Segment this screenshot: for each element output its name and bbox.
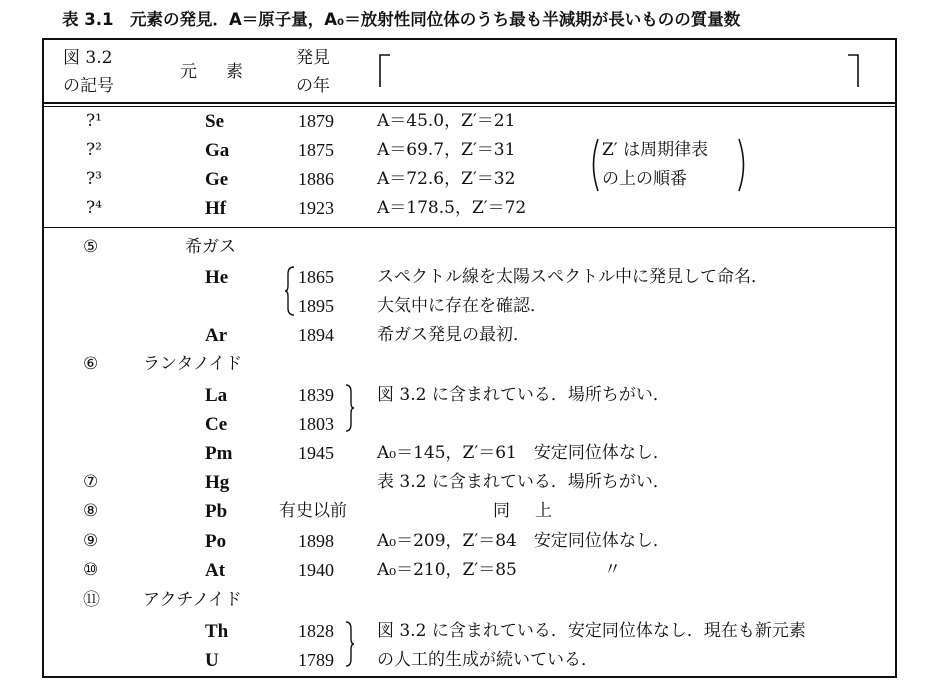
- row-u-year: 1789: [298, 650, 334, 670]
- row-pb-mark: ⑧: [83, 501, 99, 521]
- row-at-element: At: [205, 560, 226, 581]
- row-hf-note: A＝178.5，Z′＝72: [377, 198, 527, 218]
- row-pm-year: 1945: [298, 443, 334, 463]
- row-ga-year: 1875: [298, 140, 334, 160]
- row-he-year2: 1895: [298, 296, 334, 316]
- row-pb-element: Pb: [205, 501, 228, 522]
- row-ge-note: A＝72.6，Z′＝32: [377, 169, 516, 189]
- row-th-year: 1828: [298, 621, 334, 641]
- row-hg-element: Hg: [205, 472, 230, 493]
- table-bottom-border: [42, 676, 897, 678]
- th-u-brace: [344, 621, 356, 667]
- row-ga-mark: ?²: [86, 140, 102, 160]
- row-ga-element: Ga: [205, 140, 230, 161]
- table-right-border: [895, 38, 897, 678]
- header-divider-2: [42, 106, 897, 107]
- row-at-ditto: 〃: [604, 560, 621, 580]
- row-hg-note: 表 3.2 に含まれている．場所ちがい．: [377, 472, 670, 492]
- row-he-note1: スペクトル線を太陽スペクトル中に発見して命名．: [377, 267, 768, 287]
- header-year-line1: 発見: [296, 48, 330, 68]
- side-note-line1: Z′ は周期律表: [602, 140, 709, 160]
- group-lanth-label: ランタノイド: [143, 354, 243, 374]
- row-ge-element: Ge: [205, 169, 229, 190]
- row-th-element: Th: [205, 621, 229, 642]
- side-note-paren-left: [588, 138, 600, 192]
- row-pm-note: A₀＝145，Z′＝61 安定同位体なし．: [377, 443, 670, 463]
- row-se-element: Se: [205, 111, 224, 132]
- row-ar-element: Ar: [205, 325, 228, 346]
- row-ga-note: A＝69.7，Z′＝31: [377, 140, 516, 160]
- row-he-year1: 1865: [298, 267, 334, 287]
- side-note-line2: の上の順番: [602, 169, 687, 189]
- row-at-year: 1940: [298, 560, 334, 580]
- row-la-year: 1839: [298, 385, 334, 405]
- row-hg-mark: ⑦: [83, 472, 99, 492]
- row-se-note: A＝45.0，Z′＝21: [377, 111, 516, 131]
- row-ge-mark: ?³: [86, 169, 102, 189]
- row-ce-year: 1803: [298, 414, 334, 434]
- la-ce-note: 図 3.2 に含まれている．場所ちがい．: [377, 385, 670, 405]
- header-bracket-right: [846, 54, 860, 88]
- row-po-note: A₀＝209，Z′＝84 安定同位体なし．: [377, 531, 670, 551]
- row-po-mark: ⑨: [83, 531, 99, 551]
- row-ar-year: 1894: [298, 325, 334, 345]
- group-noble-mark: ⑤: [83, 237, 99, 257]
- row-ge-year: 1886: [298, 169, 334, 189]
- actin-note-line2: の人工的生成が続いている．: [377, 650, 598, 670]
- header-element: 元 素: [180, 62, 249, 82]
- row-po-year: 1898: [298, 531, 334, 551]
- group-divider: [42, 227, 897, 228]
- row-se-mark: ?¹: [86, 111, 102, 131]
- row-he-note2: 大気中に存在を確認．: [377, 296, 547, 316]
- actin-note-line1: 図 3.2 に含まれている．安定同位体なし．現在も新元素: [377, 621, 806, 641]
- row-he-element: He: [205, 267, 229, 288]
- row-po-element: Po: [205, 531, 227, 552]
- group-lanth-mark: ⑥: [83, 354, 99, 374]
- la-ce-brace: [344, 384, 356, 432]
- table-caption: 表 3.1 元素の発見．A＝原子量，A₀＝放射性同位体のうち最も半減期が長いものの質量数: [62, 10, 741, 29]
- row-at-note: A₀＝210，Z′＝85: [377, 560, 517, 580]
- row-at-mark: ⑩: [83, 560, 99, 580]
- row-hf-element: Hf: [205, 198, 227, 219]
- row-pm-element: Pm: [205, 443, 233, 464]
- row-la-element: La: [205, 385, 228, 406]
- row-se-year: 1879: [298, 111, 334, 131]
- side-note-paren-right: [737, 138, 749, 192]
- row-pb-note: 同 上: [493, 501, 556, 521]
- row-ar-note: 希ガス発見の最初．: [377, 325, 530, 345]
- table-left-border: [42, 38, 44, 678]
- group-actin-label: アクチノイド: [143, 590, 242, 610]
- header-divider: [42, 102, 897, 104]
- group-noble-label: 希ガス: [185, 237, 236, 257]
- group-actin-mark: ⑪: [83, 590, 100, 610]
- header-symbol-line2: の記号: [63, 76, 114, 96]
- row-pb-year: 有史以前: [279, 501, 347, 521]
- row-u-element: U: [205, 650, 219, 671]
- row-ce-element: Ce: [205, 414, 228, 435]
- header-bracket-left: [378, 54, 392, 88]
- row-hf-year: 1923: [298, 198, 334, 218]
- he-brace: [284, 266, 296, 316]
- header-year-line2: の年: [296, 76, 330, 96]
- table-top-border: [42, 38, 897, 40]
- row-hf-mark: ?⁴: [86, 198, 102, 218]
- header-symbol-line1: 図 3.2: [63, 48, 113, 68]
